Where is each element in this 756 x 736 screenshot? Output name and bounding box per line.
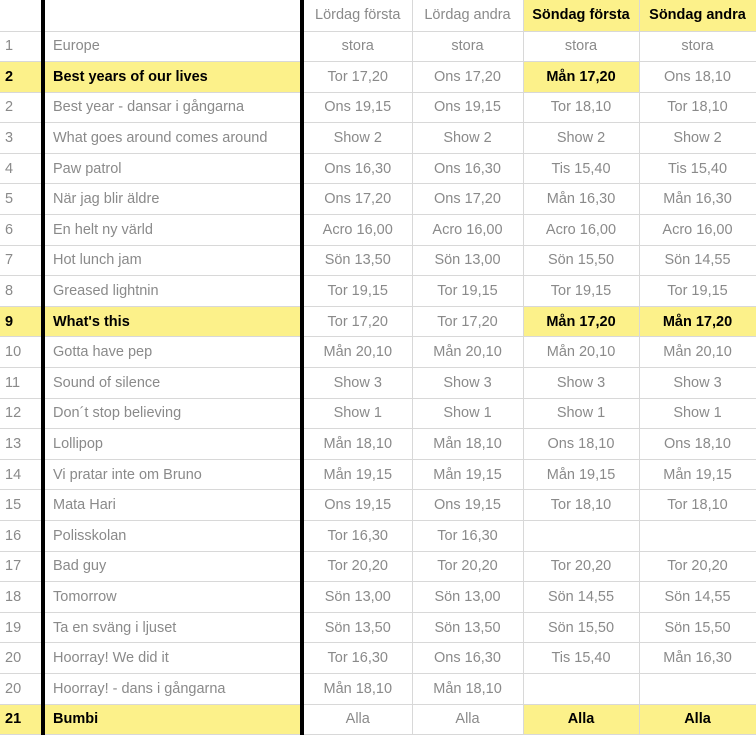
row-number-cell[interactable]: 20 xyxy=(0,643,43,674)
time-cell[interactable]: Ons 19,15 xyxy=(302,92,412,123)
time-cell[interactable]: Tor 18,10 xyxy=(639,92,756,123)
time-cell[interactable]: Alla xyxy=(412,704,523,735)
song-title-cell[interactable]: Tomorrow xyxy=(43,582,302,613)
table-row xyxy=(0,429,756,460)
time-cell[interactable]: stora xyxy=(302,31,412,62)
header-sondag-forsta[interactable]: Söndag första xyxy=(523,0,639,31)
time-cell[interactable]: Ons 19,15 xyxy=(302,490,412,521)
header-lordag-forsta[interactable]: Lördag första xyxy=(302,0,412,31)
time-cell[interactable]: Sön 13,00 xyxy=(412,245,523,276)
time-cell[interactable]: Mån 19,15 xyxy=(302,459,412,490)
table-row xyxy=(0,276,756,307)
table-row xyxy=(0,490,756,521)
time-cell[interactable]: Tis 15,40 xyxy=(523,643,639,674)
song-title-cell[interactable]: Don´t stop believing xyxy=(43,398,302,429)
song-title-cell[interactable]: Greased lightnin xyxy=(43,276,302,307)
row-number-cell[interactable]: 9 xyxy=(0,306,43,337)
table-row xyxy=(0,398,756,429)
header-num-cell[interactable] xyxy=(0,0,43,31)
row-number-cell[interactable]: 10 xyxy=(0,337,43,368)
table-row xyxy=(0,551,756,582)
song-title-cell[interactable]: Sound of silence xyxy=(43,368,302,399)
table-row xyxy=(0,612,756,643)
time-cell[interactable]: Show 1 xyxy=(639,398,756,429)
time-cell[interactable]: Mån 19,15 xyxy=(639,459,756,490)
time-cell[interactable]: Mån 18,10 xyxy=(302,673,412,704)
time-cell[interactable]: Show 3 xyxy=(523,368,639,399)
time-cell[interactable]: stora xyxy=(639,31,756,62)
song-title-cell[interactable]: What goes around comes around xyxy=(43,123,302,154)
time-cell[interactable]: Acro 16,00 xyxy=(412,215,523,246)
time-cell[interactable]: stora xyxy=(412,31,523,62)
song-title-cell[interactable]: Best years of our lives xyxy=(43,62,302,93)
time-cell[interactable] xyxy=(639,521,756,552)
row-number-cell[interactable]: 16 xyxy=(0,521,43,552)
time-cell[interactable]: Sön 13,00 xyxy=(302,582,412,613)
row-number-cell[interactable]: 3 xyxy=(0,123,43,154)
time-cell[interactable]: Tor 17,20 xyxy=(302,306,412,337)
time-cell[interactable]: Mån 18,10 xyxy=(302,429,412,460)
row-number-cell[interactable]: 15 xyxy=(0,490,43,521)
song-title-cell[interactable]: Europe xyxy=(43,31,302,62)
time-cell[interactable]: Acro 16,00 xyxy=(302,215,412,246)
time-cell[interactable]: Tor 18,10 xyxy=(639,490,756,521)
table-row xyxy=(0,123,756,154)
time-cell[interactable]: Sön 14,55 xyxy=(639,245,756,276)
table-row xyxy=(0,245,756,276)
time-cell[interactable]: Ons 16,30 xyxy=(302,153,412,184)
row-number-cell[interactable]: 1 xyxy=(0,31,43,62)
time-cell[interactable]: Mån 20,10 xyxy=(639,337,756,368)
time-cell[interactable]: Sön 15,50 xyxy=(523,245,639,276)
time-cell[interactable]: Ons 16,30 xyxy=(412,643,523,674)
header-song-cell[interactable] xyxy=(43,0,302,31)
time-cell[interactable]: Ons 18,10 xyxy=(639,429,756,460)
row-number-cell[interactable]: 13 xyxy=(0,429,43,460)
time-cell[interactable]: Mån 20,10 xyxy=(412,337,523,368)
time-cell[interactable]: Tor 16,30 xyxy=(412,521,523,552)
song-title-cell[interactable]: What's this xyxy=(43,306,302,337)
row-number-cell[interactable]: 19 xyxy=(0,612,43,643)
time-cell[interactable]: Show 3 xyxy=(302,368,412,399)
time-cell[interactable]: Tor 19,15 xyxy=(523,276,639,307)
time-cell[interactable]: Show 1 xyxy=(302,398,412,429)
song-title-cell[interactable]: Best year - dansar i gångarna xyxy=(43,92,302,123)
time-cell[interactable]: Tor 20,20 xyxy=(639,551,756,582)
time-cell[interactable]: Ons 17,20 xyxy=(302,184,412,215)
table-row xyxy=(0,184,756,215)
time-cell[interactable]: Sön 13,50 xyxy=(412,612,523,643)
time-cell[interactable]: Mån 20,10 xyxy=(523,337,639,368)
time-cell[interactable] xyxy=(523,673,639,704)
time-cell[interactable]: Tor 20,20 xyxy=(302,551,412,582)
time-cell[interactable]: Alla xyxy=(639,704,756,735)
time-cell[interactable]: Tor 16,30 xyxy=(302,643,412,674)
time-cell[interactable]: stora xyxy=(523,31,639,62)
time-cell[interactable]: Mån 18,10 xyxy=(412,673,523,704)
row-number-cell[interactable]: 17 xyxy=(0,551,43,582)
song-title-cell[interactable]: Bad guy xyxy=(43,551,302,582)
time-cell[interactable]: Show 2 xyxy=(639,123,756,154)
time-cell[interactable]: Ons 16,30 xyxy=(412,153,523,184)
time-cell[interactable] xyxy=(523,521,639,552)
time-cell[interactable]: Tor 19,15 xyxy=(412,276,523,307)
table-row xyxy=(0,582,756,613)
row-number-cell[interactable]: 21 xyxy=(0,704,43,735)
header-row xyxy=(0,0,756,31)
time-cell[interactable]: Show 2 xyxy=(412,123,523,154)
table-row xyxy=(0,153,756,184)
time-cell[interactable] xyxy=(639,673,756,704)
table-row xyxy=(0,368,756,399)
song-title-cell[interactable]: Hot lunch jam xyxy=(43,245,302,276)
time-cell[interactable]: Mån 17,20 xyxy=(639,306,756,337)
time-cell[interactable]: Tor 17,20 xyxy=(302,62,412,93)
header-sondag-andra[interactable]: Söndag andra xyxy=(639,0,756,31)
song-title-cell[interactable]: Paw patrol xyxy=(43,153,302,184)
time-cell[interactable]: Show 2 xyxy=(302,123,412,154)
time-cell[interactable]: Ons 19,15 xyxy=(412,490,523,521)
time-cell[interactable]: Mån 19,15 xyxy=(523,459,639,490)
time-cell[interactable]: Show 3 xyxy=(639,368,756,399)
time-cell[interactable]: Mån 16,30 xyxy=(639,643,756,674)
time-cell[interactable]: Tor 19,15 xyxy=(639,276,756,307)
time-cell[interactable]: Tor 18,10 xyxy=(523,490,639,521)
row-number-cell[interactable]: 11 xyxy=(0,368,43,399)
time-cell[interactable]: Show 2 xyxy=(523,123,639,154)
table-row xyxy=(0,704,756,735)
time-cell[interactable]: Show 1 xyxy=(523,398,639,429)
song-title-cell[interactable]: Vi pratar inte om Bruno xyxy=(43,459,302,490)
time-cell[interactable]: Acro 16,00 xyxy=(523,215,639,246)
time-cell[interactable]: Sön 14,55 xyxy=(523,582,639,613)
time-cell[interactable]: Mån 16,30 xyxy=(523,184,639,215)
song-title-cell[interactable]: Bumbi xyxy=(43,704,302,735)
time-cell[interactable]: Show 3 xyxy=(412,368,523,399)
table-row xyxy=(0,215,756,246)
time-cell[interactable]: Ons 19,15 xyxy=(412,92,523,123)
row-number-cell[interactable]: 2 xyxy=(0,92,43,123)
time-cell[interactable]: Sön 13,00 xyxy=(412,582,523,613)
row-number-cell[interactable]: 2 xyxy=(0,62,43,93)
header-lordag-andra[interactable]: Lördag andra xyxy=(412,0,523,31)
time-cell[interactable]: Ons 17,20 xyxy=(412,184,523,215)
song-title-cell[interactable]: Hoorray! We did it xyxy=(43,643,302,674)
time-cell[interactable]: Alla xyxy=(302,704,412,735)
row-number-cell[interactable]: 4 xyxy=(0,153,43,184)
song-title-cell[interactable]: Ta en sväng i ljuset xyxy=(43,612,302,643)
time-cell[interactable]: Mån 20,10 xyxy=(302,337,412,368)
row-number-cell[interactable]: 5 xyxy=(0,184,43,215)
row-number-cell[interactable]: 8 xyxy=(0,276,43,307)
time-cell[interactable]: Sön 13,50 xyxy=(302,612,412,643)
time-cell[interactable]: Mån 18,10 xyxy=(412,429,523,460)
time-cell[interactable]: Ons 17,20 xyxy=(412,62,523,93)
time-cell[interactable]: Acro 16,00 xyxy=(639,215,756,246)
time-cell[interactable]: Tor 19,15 xyxy=(302,276,412,307)
table-row xyxy=(0,459,756,490)
song-title-cell[interactable]: Polisskolan xyxy=(43,521,302,552)
song-title-cell[interactable]: Mata Hari xyxy=(43,490,302,521)
time-cell[interactable]: Tor 16,30 xyxy=(302,521,412,552)
time-cell[interactable]: Mån 16,30 xyxy=(639,184,756,215)
time-cell[interactable]: Tor 17,20 xyxy=(412,306,523,337)
time-cell[interactable]: Mån 19,15 xyxy=(412,459,523,490)
table-row xyxy=(0,337,756,368)
row-number-cell[interactable]: 7 xyxy=(0,245,43,276)
time-cell[interactable]: Ons 18,10 xyxy=(523,429,639,460)
time-cell[interactable]: Sön 14,55 xyxy=(639,582,756,613)
row-number-cell[interactable]: 14 xyxy=(0,459,43,490)
song-title-cell[interactable]: En helt ny värld xyxy=(43,215,302,246)
time-cell[interactable]: Tor 20,20 xyxy=(412,551,523,582)
table-row xyxy=(0,62,756,93)
table-row xyxy=(0,306,756,337)
song-title-cell[interactable]: Lollipop xyxy=(43,429,302,460)
song-title-cell[interactable]: Gotta have pep xyxy=(43,337,302,368)
row-number-cell[interactable]: 20 xyxy=(0,673,43,704)
time-cell[interactable]: Sön 15,50 xyxy=(523,612,639,643)
table-row xyxy=(0,521,756,552)
table-row xyxy=(0,643,756,674)
time-cell[interactable]: Tor 20,20 xyxy=(523,551,639,582)
song-title-cell[interactable]: Hoorray! - dans i gångarna xyxy=(43,673,302,704)
table-row xyxy=(0,673,756,704)
row-number-cell[interactable]: 12 xyxy=(0,398,43,429)
row-number-cell[interactable]: 18 xyxy=(0,582,43,613)
time-cell[interactable]: Tis 15,40 xyxy=(523,153,639,184)
time-cell[interactable]: Alla xyxy=(523,704,639,735)
time-cell[interactable]: Sön 15,50 xyxy=(639,612,756,643)
time-cell[interactable]: Mån 17,20 xyxy=(523,306,639,337)
table-row xyxy=(0,31,756,62)
time-cell[interactable]: Mån 17,20 xyxy=(523,62,639,93)
time-cell[interactable]: Show 1 xyxy=(412,398,523,429)
time-cell[interactable]: Tor 18,10 xyxy=(523,92,639,123)
time-cell[interactable]: Tis 15,40 xyxy=(639,153,756,184)
time-cell[interactable]: Ons 18,10 xyxy=(639,62,756,93)
table-row xyxy=(0,92,756,123)
row-number-cell[interactable]: 6 xyxy=(0,215,43,246)
song-title-cell[interactable]: När jag blir äldre xyxy=(43,184,302,215)
time-cell[interactable]: Sön 13,50 xyxy=(302,245,412,276)
